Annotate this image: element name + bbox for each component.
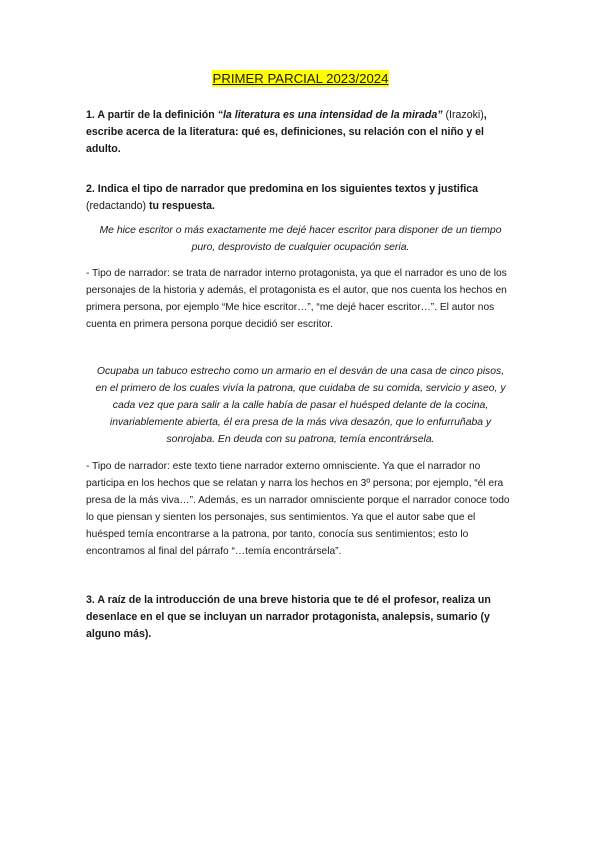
question-1-quote: “la literatura es una intensidad de la mirada”	[217, 109, 443, 121]
answer-1: - Tipo de narrador: se trata de narrador interno protagonista, ya que el narrador es uno de los personajes de la historia y además, el protagonista es el autor, que nos cuenta los hechos en primera persona, por ejemplo “Me hice escritor…”, “me dejé hacer escritor…”. El autor nos cuenta en primera persona porque decidió ser escritor.	[86, 268, 507, 330]
page-title	[86, 70, 515, 88]
question-1	[86, 107, 515, 158]
question-2-end: tu respuesta.	[146, 200, 215, 212]
answer-2: - Tipo de narrador: este texto tiene narrador externo omnisciente. Ya que el narrador no participa en los hechos que se relatan y narra los hechos en 3º persona; por ejemplo, “él era presa de la más viva…”. Además, es un narrador omnisciente porque el narrador conoce todo lo que piensan y sienten los personajes, sus sentimientos. Ya que el autor sabe que el huésped temía encontrarse a la patrona, por tanto, conocía sus sentimientos; esto lo encontramos al final del párrafo “…temía encontrársela”.	[86, 461, 510, 557]
question-2-note: (redactando)	[86, 200, 147, 212]
quote-2: Ocupaba un tabuco estrecho como un armario en el desván de una casa de cinco pisos, en el primero de los cuales vivía la patrona, que cuidaba de su comida, servicio y aseo, y cada vez que para salir a la calle había de pasar el huésped delante de la cocina, invariablemente abierta, él era presa de la más viva desazón, que lo enfurruñaba y sonrojaba. En deuda con su patrona, temía encontrársela.	[95, 366, 506, 445]
question-1-after: , escribe acerca de la literatura: qué es, definiciones, su relación con el niño y el adulto.	[86, 109, 487, 155]
question-3-text: A raíz de la introducción de una breve historia que te dé el profesor, realiza un desenlace en el que se incluyan un narrador protagonista, analepsis, sumario (y alguno más).	[86, 594, 491, 640]
title-text: PRIMER PARCIAL 2023/2024	[212, 71, 389, 86]
question-1-before: A partir de la definición	[94, 109, 218, 121]
quote-1: Me hice escritor o más exactamente me dejé hacer escritor para disponer de un tiempo puro, desprovisto de cualquier ocupación seria.	[99, 225, 502, 253]
question-3-number: 3.	[86, 594, 95, 606]
question-2	[86, 181, 515, 215]
question-1-number: 1.	[86, 109, 95, 121]
question-2-text: Indica el tipo de narrador que predomina en los siguientes textos y justifica	[94, 183, 479, 195]
question-2-number: 2.	[86, 183, 95, 195]
question-3	[86, 592, 515, 643]
question-1-author: (Irazoki)	[442, 109, 484, 121]
